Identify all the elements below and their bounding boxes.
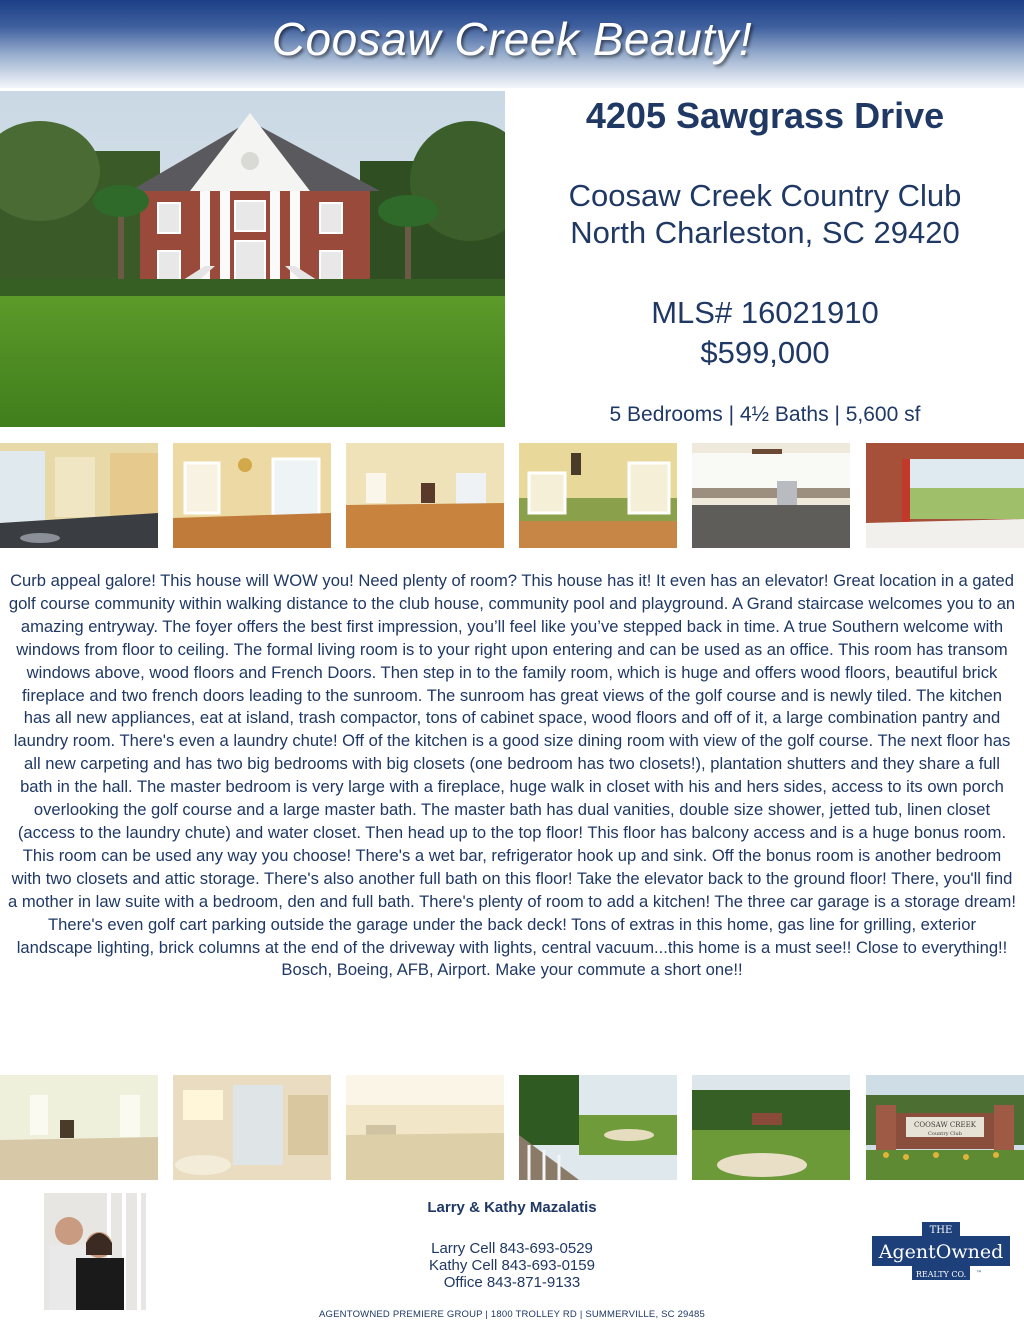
community-name: Coosaw Creek Country Club [568,178,962,213]
logo-tm: ™ [976,1270,982,1277]
master-bedroom-photo [0,1075,158,1180]
logo-sub: REALTY CO. [915,1270,967,1279]
golf-view-deck-photo [519,1075,677,1180]
sunroom-photo [866,443,1024,548]
property-info [506,91,1024,436]
foyer-photo [0,443,158,548]
agentowned-logo [872,1218,1010,1284]
dining-room-photo [519,443,677,548]
agent-photo [14,1193,146,1310]
header-banner [0,0,1024,88]
master-bath-photo [173,1075,331,1180]
footer-address: AGENTOWNED PREMIERE GROUP | 1800 TROLLEY RD | SUMMERVILLE, SC 29485 [319,1309,705,1320]
kitchen-photo [692,443,850,548]
mls-number: MLS# 16021910 [651,295,879,330]
logo-brand: AgentOwned [878,1241,1004,1263]
property-description: Curb appeal galore! This house will WOW you! Need plenty of room? This house has it! It even has an elevator! Great location in a gated golf course community within walking distance to the club house, community pool and playground. A Grand staircase welcomes you to an amazing entryway. The foyer offers the best first impression, you’ll feel like you’ve stepped back in time. A true Southern welcome with windows from floor to ceiling. The formal living room is to your right upon entering and can be used as an office. This room has transom windows above, wood floors and French Doors. Then step in to the family room, which is huge and offers wood floors, beautiful brick fireplace and two french doors leading to the sunroom. The sunroom has great views of the golf course and is newly tiled. The kitchen has all new appliances, eat at island, trash compactor, tons of cabinet space, wood floors and off of it, a large combination pantry and laundry room. There's even a laundry chute! Off of the kitchen is a good size dining room with view of the golf course. The next floor has all new carpeting and has two big bedrooms with big closets (one bedroom has two closets!), plantation shutters and they share a full bath in the hall. The master bedroom is very large with a fireplace, huge walk in closet with his and hers sides, access to its own porch overlooking the golf course and a large master bath. The master bath has dual vanities, double size shower, jetted tub, linen closet (access to the laundry chute) and water closet. Then head up to the top floor! This floor has balcony access and is a huge bonus room. This room can be used any way you choose! There's a wet bar, refrigerator hook up and sink. Off the bonus room is another bedroom with two closets and attic storage. There's also another full bath on this floor! Take the elevator back to the ground floor! There, you'll find a mother in law suite with a bedroom, den and full bath. There's plenty of room to add a kitchen! The three car garage is a storage dream! There's even golf cart parking outside the garage under the back deck! Tons of extras in this home, gas line for grilling, exterior landscape lighting, brick columns at the end of the driveway with lights, central vacuum...this home is a must see!! Close to everything!! Bosch, Boeing, AFB, Airport. Make your commute a short one!! [8,571,1016,980]
contact-block [312,1199,712,1291]
bonus-room-photo [346,1075,504,1180]
family-room-photo [346,443,504,548]
banner-title: Coosaw Creek Beauty! [271,13,753,65]
sign-line2: Country Club [928,1131,962,1137]
community-block [506,177,1024,251]
logo-the: THE [929,1225,953,1236]
golf-course-photo [692,1075,850,1180]
office-phone: Office 843-871-9133 [443,1274,581,1291]
city-state-zip: North Charleston, SC 29420 [570,215,960,251]
community-entrance-photo [866,1075,1024,1180]
property-specs: 5 Bedrooms | 4½ Baths | 5,600 sf [609,403,921,426]
kathy-cell: Kathy Cell 843-693-0159 [429,1257,595,1274]
price: $599,000 [700,335,830,370]
agent-names: Larry & Kathy Mazalatis [427,1199,597,1216]
formal-living-photo [173,443,331,548]
larry-cell: Larry Cell 843-693-0529 [431,1240,593,1257]
hero-house-photo [0,91,505,427]
sign-line1: COOSAW CREEK [914,1121,976,1129]
property-address: 4205 Sawgrass Drive [585,95,945,136]
